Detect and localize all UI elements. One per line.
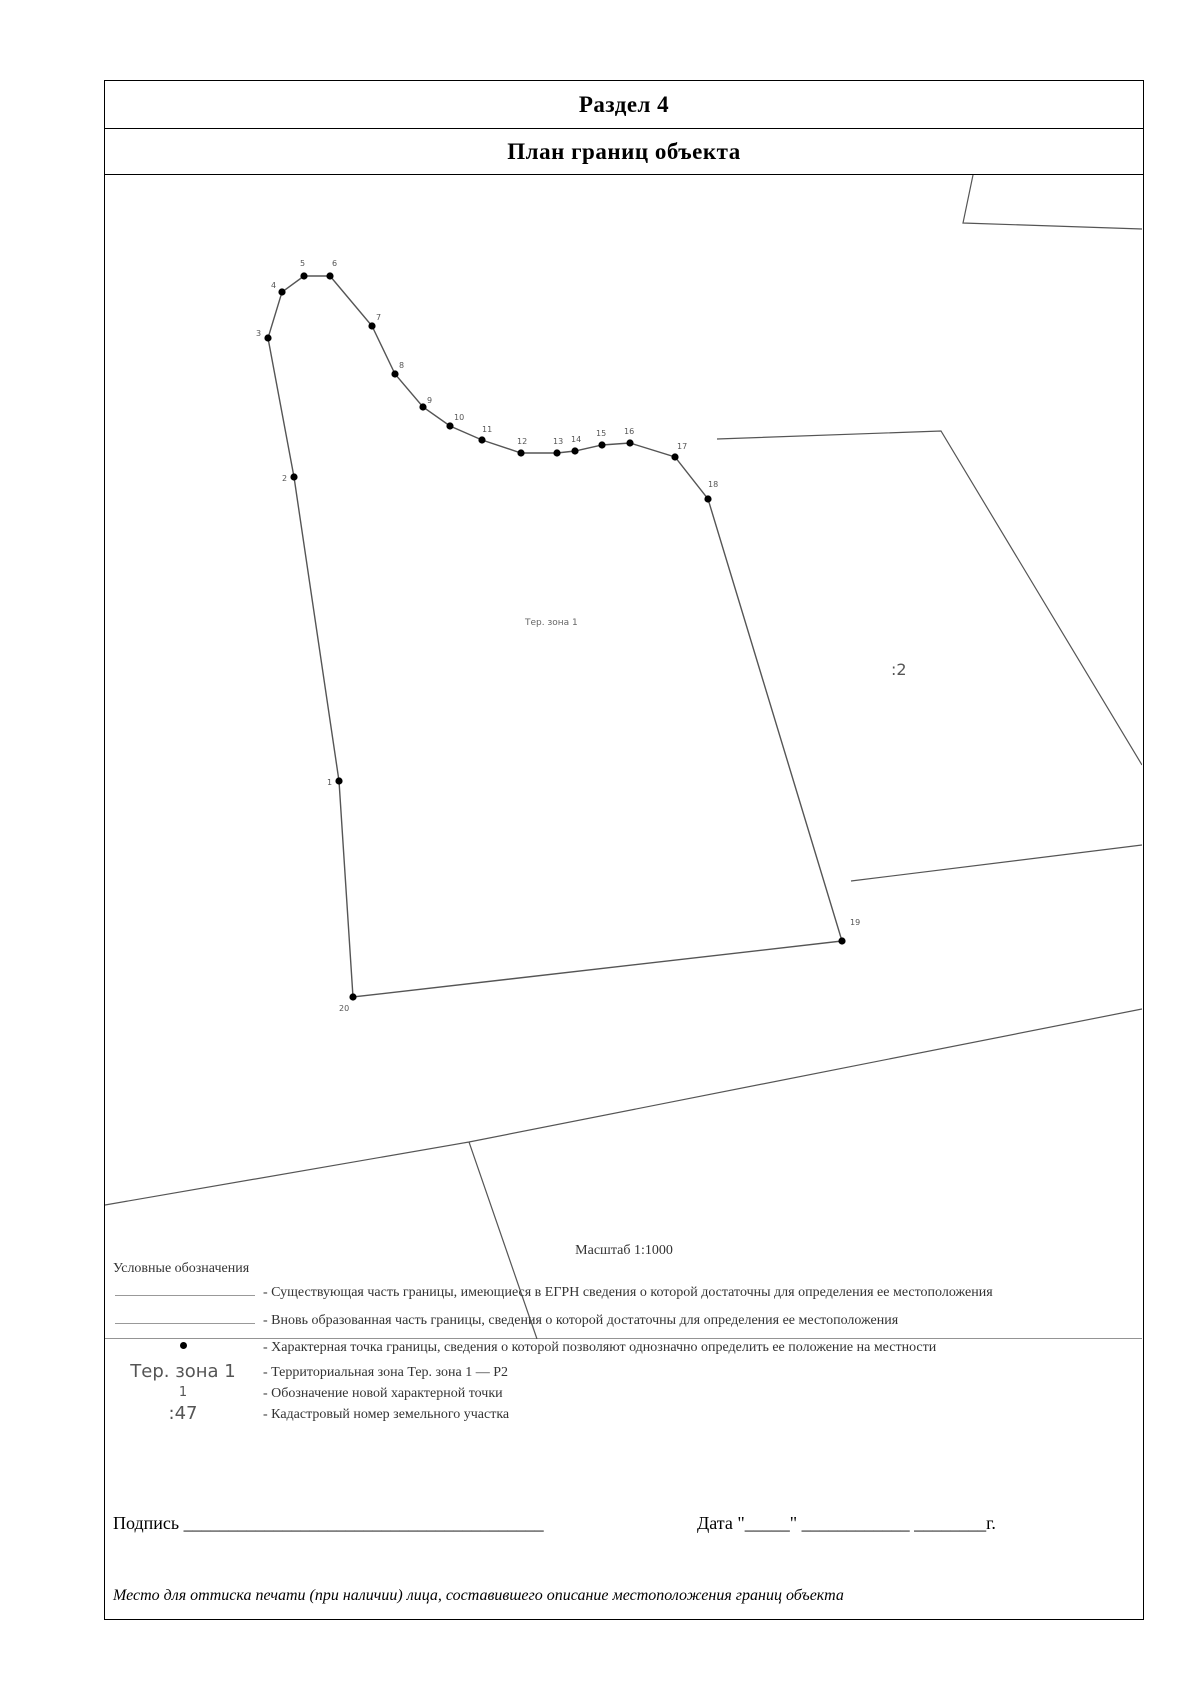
legend-item-existing-boundary: - Существующая часть границы, имеющиеся в ЕГРН сведения о которой достаточны для определения ее местоположения <box>105 1281 1143 1305</box>
boundary-plan-map <box>105 175 1142 1339</box>
zone-symbol: Тер. зона 1 <box>130 1361 236 1382</box>
boundary-point-9 <box>419 403 426 410</box>
boundary-point-label-3: 3 <box>256 329 262 338</box>
document-frame <box>104 80 1144 1620</box>
signature-field <box>113 1513 544 1534</box>
boundary-point-2 <box>290 473 297 480</box>
signature-label: Подпись <box>113 1513 180 1533</box>
page-title: План границ объекта <box>105 129 1143 175</box>
legend-item-cadastral-number: :47 - Кадастровый номер земельного участка <box>105 1403 1143 1427</box>
legend-item-zone: Тер. зона 1 - Территориальная зона Тер. зона 1 — Р2 <box>105 1361 1143 1385</box>
map-scale: Масштаб 1:1000 <box>575 1243 673 1258</box>
boundary-point-19 <box>838 937 845 944</box>
boundary-point-13 <box>553 449 560 456</box>
section-heading: Раздел 4 <box>105 81 1143 129</box>
stamp-note: Место для оттиска печати (при наличии) лица, составившего описание местоположения границ объекта <box>113 1587 844 1604</box>
boundary-point-label-8: 8 <box>399 361 405 370</box>
boundary-point-3 <box>264 334 271 341</box>
boundary-point-label-7: 7 <box>376 313 382 322</box>
boundary-point-14 <box>571 447 578 454</box>
boundary-point-20 <box>349 993 356 1000</box>
road-boundary-lower <box>105 1009 1142 1205</box>
boundary-point-7 <box>368 322 375 329</box>
boundary-point-label-4: 4 <box>271 281 277 290</box>
boundary-point-15 <box>598 441 605 448</box>
object-boundary <box>268 276 842 997</box>
road-boundary-upper <box>851 845 1142 881</box>
cadastral-number-symbol: :47 <box>168 1403 198 1424</box>
zone-label: Тер. зона 1 <box>525 618 578 628</box>
boundary-point-label-11: 11 <box>482 425 493 434</box>
existing-boundary-line-symbol <box>115 1295 255 1296</box>
boundary-point-17 <box>671 453 678 460</box>
legend-item-boundary-point: - Характерная точка границы, сведения о которой позволяют однозначно определить ее положение на местности <box>105 1336 1143 1360</box>
boundary-point-11 <box>478 436 485 443</box>
boundary-point-label-14: 14 <box>571 435 582 444</box>
boundary-point-16 <box>626 439 633 446</box>
signature-line: ________________________________________ <box>183 1513 544 1533</box>
boundary-point-5 <box>300 272 307 279</box>
legend-item-new-boundary: - Вновь образованная часть границы, сведения о которой достаточны для определения ее местоположения <box>105 1309 1143 1333</box>
boundary-point-symbol <box>113 1336 253 1349</box>
boundary-point-label-20: 20 <box>339 1004 350 1013</box>
boundary-point-label-9: 9 <box>427 396 433 405</box>
boundary-point-label-18: 18 <box>708 480 719 489</box>
boundary-point-label-10: 10 <box>454 413 465 422</box>
neighbor-boundary-top-right <box>963 175 1142 229</box>
boundary-point-1 <box>335 777 342 784</box>
parcel-number-label: :2 <box>891 660 907 679</box>
boundary-point-label-12: 12 <box>517 437 528 446</box>
boundary-point-6 <box>326 272 333 279</box>
boundary-point-label-6: 6 <box>332 259 338 268</box>
date-field: Дата "_____" ____________ ________г. <box>697 1513 996 1533</box>
boundary-point-4 <box>278 288 285 295</box>
boundary-point-label-19: 19 <box>850 918 861 927</box>
boundary-point-8 <box>391 370 398 377</box>
point-number-symbol: 1 <box>178 1385 188 1400</box>
boundary-point-18 <box>704 495 711 502</box>
legend-title: Условные обозначения <box>113 1261 250 1276</box>
boundary-point-12 <box>517 449 524 456</box>
boundary-point-label-16: 16 <box>624 427 635 436</box>
boundary-point-label-5: 5 <box>300 259 306 268</box>
boundary-point-label-1: 1 <box>327 778 333 787</box>
neighbor-parcel-2-boundary <box>717 431 1142 765</box>
legend-item-point-number: 1 - Обозначение новой характерной точки <box>105 1385 1143 1409</box>
boundary-point-label-13: 13 <box>553 437 564 446</box>
boundary-point-label-15: 15 <box>596 429 607 438</box>
new-boundary-line-symbol <box>115 1323 255 1324</box>
boundary-point-label-2: 2 <box>282 474 288 483</box>
boundary-point-10 <box>446 422 453 429</box>
boundary-point-label-17: 17 <box>677 442 688 451</box>
